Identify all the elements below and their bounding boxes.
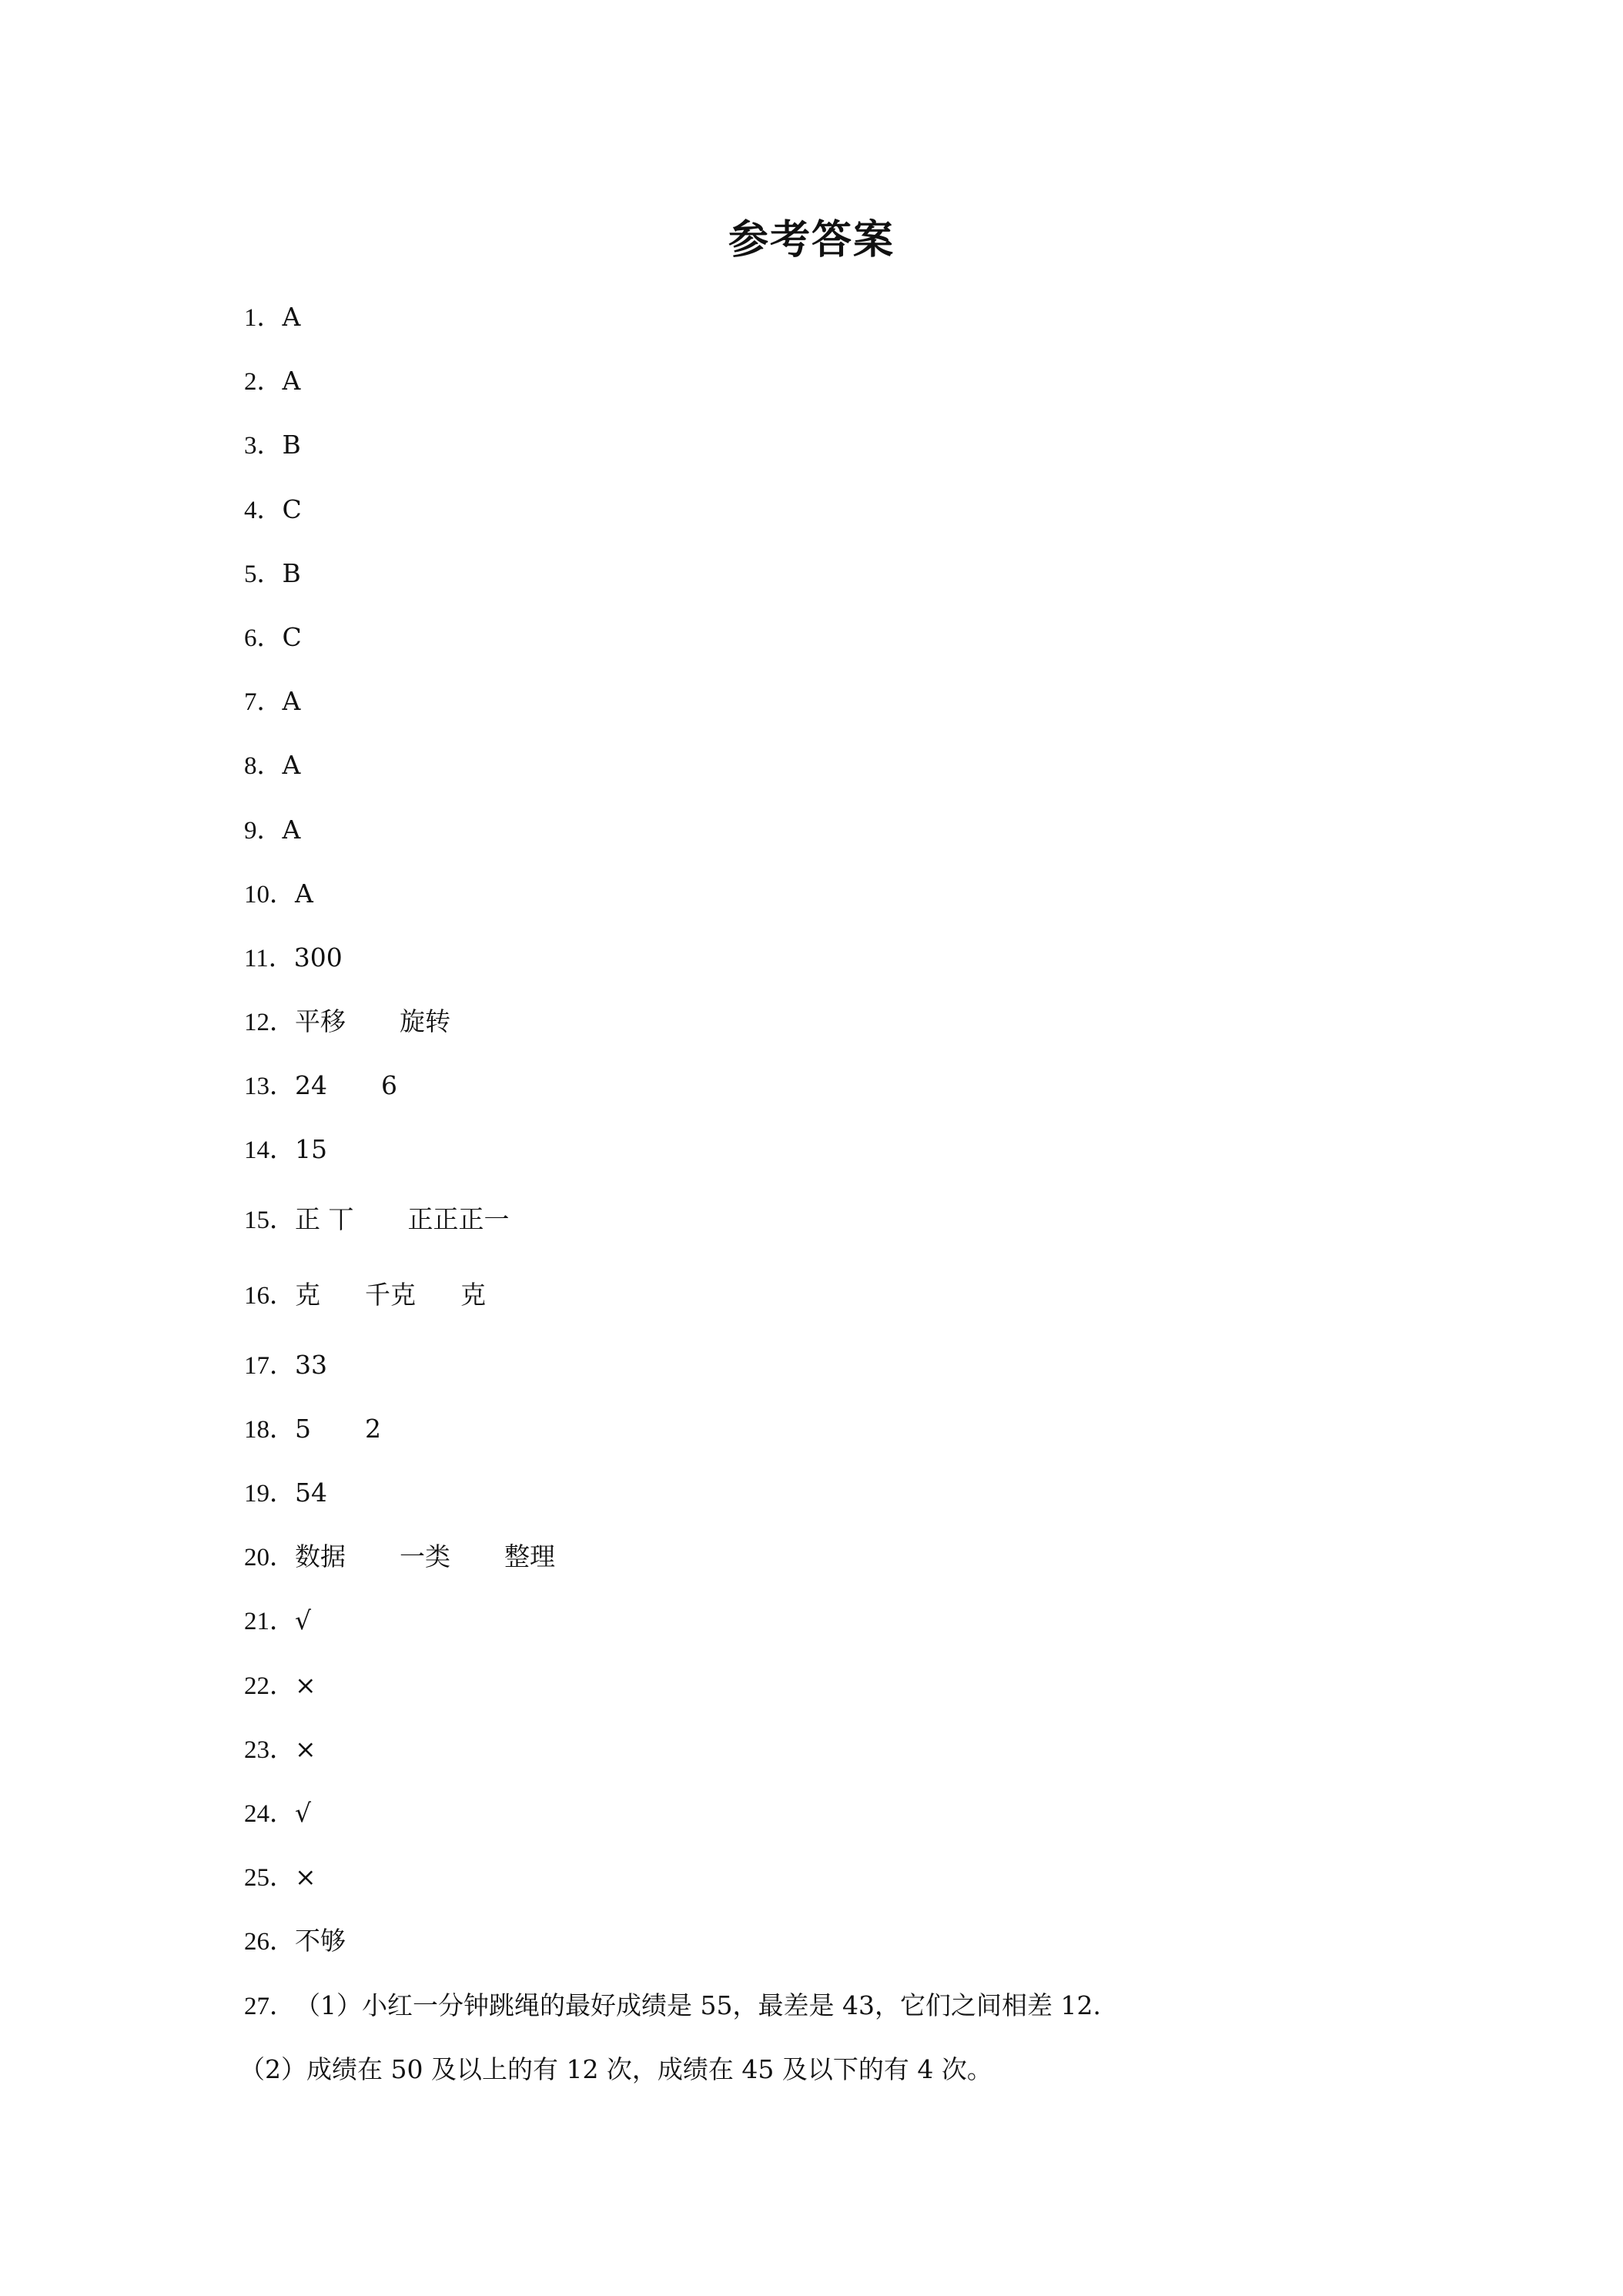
answer-row-27-part-2	[239, 2037, 1553, 2101]
answer-value: √	[295, 1605, 312, 1636]
answer-row-18	[244, 1397, 1553, 1461]
answer-value: B	[282, 430, 301, 460]
answer-row-7	[244, 669, 1553, 733]
answer-value: C	[282, 494, 302, 524]
answer-row-26	[244, 1909, 1553, 1973]
answer-number: 9．	[244, 816, 283, 845]
answer-value: A	[282, 686, 301, 717]
answer-value: ×	[295, 1733, 316, 1764]
answer-row-27	[244, 1973, 1553, 2037]
answer-number: 26．	[244, 1928, 295, 1956]
answer-number: 7．	[244, 688, 283, 717]
answer-number: 27．	[244, 1992, 295, 2020]
answer-value: A	[282, 814, 301, 845]
answer-row-24	[244, 1781, 1553, 1845]
answer-number: 1．	[244, 304, 283, 332]
answer-value: 正 丅	[295, 1203, 354, 1234]
answer-number: 6．	[244, 624, 283, 652]
answer-number: 13．	[244, 1073, 295, 1101]
answer-row-22	[244, 1653, 1553, 1717]
answer-value: 不够	[295, 1926, 346, 1956]
answer-number: 14．	[244, 1136, 295, 1165]
answer-number: 5．	[244, 560, 283, 588]
answer-row-23	[244, 1717, 1553, 1781]
answer-number: 23．	[244, 1735, 295, 1764]
answer-row-10	[244, 862, 1553, 925]
answer-value: 6	[381, 1070, 397, 1101]
answer-number: 3．	[244, 432, 283, 460]
answer-number: 21．	[244, 1608, 295, 1636]
answer-value: 数据	[295, 1541, 346, 1572]
answer-number: 20．	[244, 1544, 295, 1572]
answer-value: 克	[460, 1279, 486, 1310]
answer-row-19	[244, 1461, 1553, 1525]
answer-row-4	[244, 477, 1553, 541]
answer-number: 11．	[244, 944, 294, 972]
answer-value: 24	[295, 1070, 327, 1101]
answer-row-3	[244, 413, 1553, 477]
answer-value: B	[282, 557, 301, 588]
answer-row-5	[244, 541, 1553, 605]
answer-value: 5	[295, 1413, 311, 1444]
answer-row-9	[244, 798, 1553, 862]
answer-value: 克	[295, 1279, 320, 1310]
answer-number: 25．	[244, 1864, 295, 1893]
answer-value: 旋转	[400, 1006, 450, 1037]
answer-number: 4．	[244, 496, 283, 524]
answer-value: 平移	[295, 1006, 346, 1037]
answer-value: 一类	[400, 1541, 450, 1572]
answer-row-15	[244, 1182, 1553, 1257]
answer-value: ×	[295, 1862, 316, 1893]
answer-value: A	[282, 750, 301, 781]
answer-row-13	[244, 1053, 1553, 1117]
answer-value: A	[282, 366, 301, 397]
answer-row-21	[244, 1588, 1553, 1652]
answer-value: （2）成绩在 50 及以上的有 12 次，成绩在 45 及以下的有 4 次。	[239, 2053, 992, 2084]
answer-number: 12．	[244, 1009, 295, 1037]
answer-row-1	[244, 285, 1553, 349]
answer-number: 15．	[244, 1206, 295, 1234]
answer-row-16	[244, 1257, 1553, 1333]
answer-number: 19．	[244, 1480, 295, 1508]
answer-value: √	[295, 1797, 312, 1828]
answer-row-14	[244, 1117, 1553, 1181]
answer-value: 33	[295, 1349, 327, 1380]
answer-number: 24．	[244, 1799, 295, 1828]
answer-row-25	[244, 1845, 1553, 1909]
answer-value: 整理	[504, 1541, 555, 1572]
answer-number: 10．	[244, 880, 295, 909]
answer-row-12	[244, 989, 1553, 1053]
answer-value: A	[295, 878, 313, 909]
answer-row-6	[244, 605, 1553, 669]
answer-number: 2．	[244, 368, 283, 397]
answer-number: 18．	[244, 1415, 295, 1444]
answer-list	[239, 285, 1553, 2101]
answer-number: 8．	[244, 752, 283, 781]
answer-row-2	[244, 349, 1553, 413]
answer-number: 16．	[244, 1281, 295, 1310]
answer-row-11	[244, 925, 1553, 989]
answer-value: 54	[295, 1478, 327, 1508]
answer-value: C	[282, 621, 302, 652]
answer-value: 15	[295, 1134, 327, 1165]
answer-row-17	[244, 1333, 1553, 1397]
answer-row-20	[244, 1525, 1553, 1588]
page-title: 参考答案	[728, 217, 895, 263]
answer-row-8	[244, 733, 1553, 797]
answer-number: 17．	[244, 1351, 295, 1380]
answer-value: 300	[293, 942, 343, 972]
answer-number: 22．	[244, 1672, 295, 1700]
answer-value: 正正正一	[407, 1203, 510, 1234]
answer-value: 千克	[365, 1279, 416, 1310]
answer-value: ×	[295, 1669, 316, 1700]
answer-value: 2	[365, 1413, 381, 1444]
answer-value: A	[282, 302, 301, 332]
answer-value: （1）小红一分钟跳绳的最好成绩是 55，最差是 43，它们之间相差 12.	[295, 1990, 1101, 2020]
